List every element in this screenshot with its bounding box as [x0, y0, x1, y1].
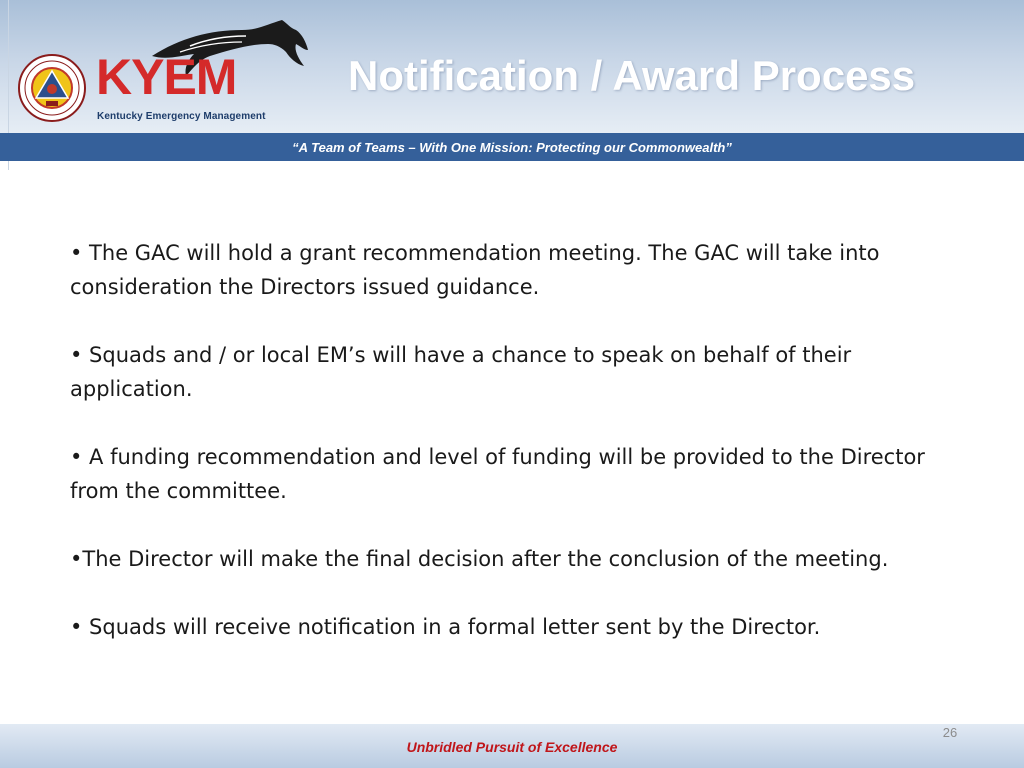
bullet-item: •The Director will make the final decision after the conclusion of the meeting. — [70, 547, 889, 571]
tagline-text: “A Team of Teams – With One Mission: Protecting our Commonwealth” — [292, 139, 732, 155]
bullet-item: • Squads will receive notification in a formal letter sent by the Director. — [70, 615, 821, 639]
slide-body — [70, 236, 950, 644]
slide-title: Notification / Award Process — [348, 52, 916, 99]
bullet-item: • A funding recommendation and level of funding will be provided to the Director from the committee. — [70, 445, 925, 503]
tagline-bar — [0, 133, 1024, 161]
slide-footer — [0, 724, 1024, 768]
kyem-logo-text: KYEM — [96, 49, 237, 105]
logo-subtitle: Kentucky Emergency Management — [97, 111, 266, 122]
footer-motto: Unbridled Pursuit of Excellence — [406, 739, 618, 755]
slide-header — [0, 0, 1024, 133]
bullet-item: • Squads and / or local EM’s will have a chance to speak on behalf of their application. — [70, 343, 852, 401]
bullet-item: • The GAC will hold a grant recommendation meeting. The GAC will take into consideration the Directors issued guidance. — [70, 241, 880, 299]
kentucky-seal-icon — [17, 53, 87, 123]
page-number: 26 — [942, 725, 958, 740]
